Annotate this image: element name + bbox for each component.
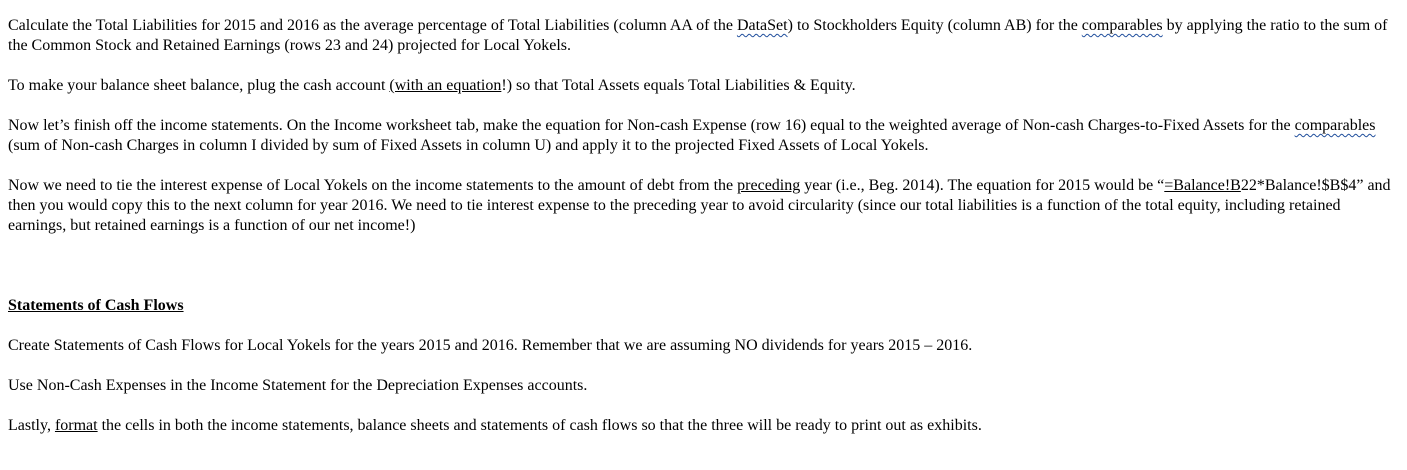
paragraph-balance-cash — [8, 76, 1400, 96]
spellcheck-word-comparables: comparables — [1294, 117, 1376, 134]
text-run: 22*Balance!$B$4” and then you would copy this to the next column for year 2016. We need to tie interest expense to the preceding year to avoid circularity (since our total liabilities is a function of the total equity, including retained earnings, but retained earnings is a function of our net income!) — [8, 177, 1391, 234]
text-run: the cells in both the income statements, balance sheets and statements of cash flows so that the three will be ready to print out as exhibits. — [97, 417, 982, 434]
text-run: by applying the ratio to the sum of the Common Stock and Retained Earnings (rows 23 and 24) projected for Local Yokels. — [8, 17, 1388, 54]
paragraph-create-cash-flows: Create Statements of Cash Flows for Local Yokels for the years 2015 and 2016. Remember that we are assuming NO dividends for years 2015 – 2016. — [8, 337, 973, 354]
spellcheck-word-comparables: comparables — [1081, 17, 1163, 34]
text-run: (sum of Non-cash Charges in column I divided by sum of Fixed Assets in column U) and apply it to the projected Fixed Assets of Local Yokels. — [8, 137, 929, 154]
text-run: !) so that Total Assets equals Total Liabilities & Equity. — [501, 77, 856, 94]
document-body — [8, 16, 1400, 456]
underlined-balance-reference: =Balance!B — [1164, 177, 1241, 194]
paragraph-format-cells — [8, 416, 1400, 436]
spellcheck-word-dataset: DataSet — [736, 17, 788, 34]
paragraph-interest-expense — [8, 176, 1400, 236]
paragraph-income-statements — [8, 116, 1400, 156]
section-heading-cash-flows: Statements of Cash Flows — [8, 297, 184, 314]
text-run: To make your balance sheet balance, plug the cash account — [8, 77, 390, 94]
underlined-format: format — [54, 417, 98, 434]
text-run: Now let’s finish off the income statements. On the Income worksheet tab, make the equation for Non-cash Expense (row 16) equal to the weighted average of Non-cash Charges-to-Fixed Assets for the — [8, 117, 1295, 134]
paragraph-non-cash-expenses: Use Non-Cash Expenses in the Income Statement for the Depreciation Expenses accounts. — [8, 377, 588, 394]
text-run: ) to Stockholders Equity (column AB) for the — [787, 17, 1082, 34]
underlined-with-an-equation: (with an equation — [389, 77, 502, 94]
underlined-preceding: preceding — [737, 177, 801, 194]
text-run: Now we need to tie the interest expense of Local Yokels on the income statements to the amount of debt from the — [8, 177, 738, 194]
text-run: year (i.e., Beg. 2014). The equation for 2015 would be “ — [800, 177, 1165, 194]
text-run: Calculate the Total Liabilities for 2015 and 2016 as the average percentage of Total Liabilities (column AA of the — [8, 17, 737, 34]
paragraph-total-liabilities — [8, 16, 1400, 56]
text-run: Lastly, — [8, 417, 55, 434]
